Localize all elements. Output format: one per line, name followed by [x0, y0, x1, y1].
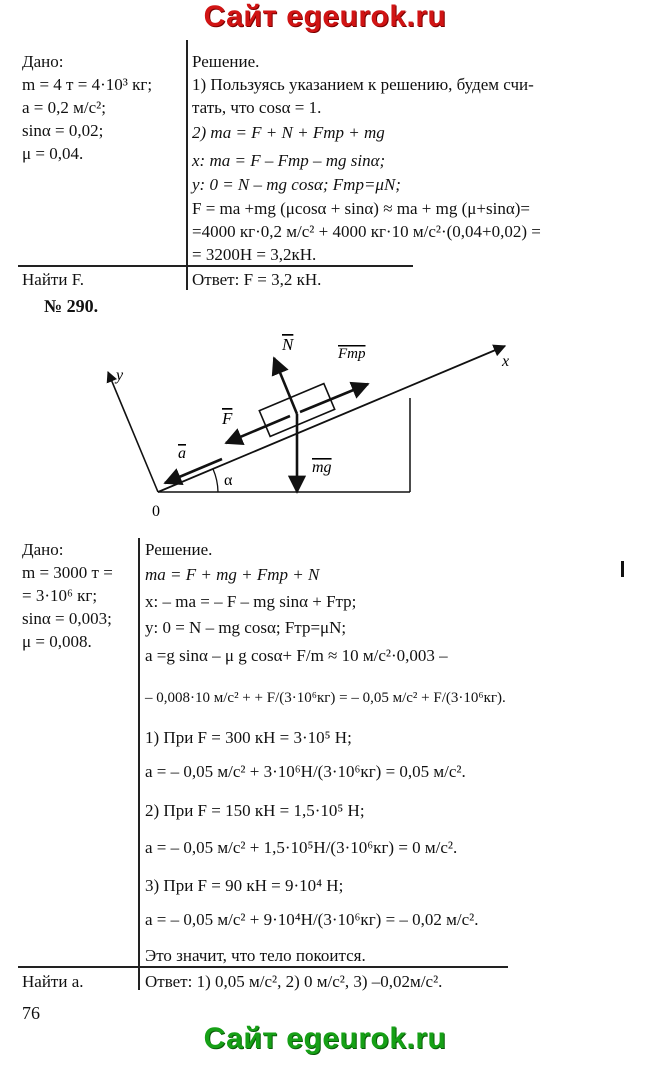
answer: Ответ: F = 3,2 кН.	[192, 270, 322, 289]
solution-line: 2) При F = 150 кН = 1,5·10⁵ Н;	[145, 801, 365, 820]
given-heading: Дано:	[22, 540, 64, 559]
solution-line: a =g sinα – μ g cosα+ F/m ≈ 10 м/с²·0,003 –	[145, 646, 448, 665]
label-x: x	[502, 353, 510, 370]
label-f: F	[222, 409, 233, 428]
given-line: m = 3000 т =	[22, 563, 113, 582]
solution-heading: Решение.	[192, 52, 260, 71]
problem2-find-rule	[18, 966, 508, 968]
solution-line: 2) ma = F + N + Fтр + mg	[192, 123, 385, 142]
solution-line: тать, что cosα = 1.	[192, 98, 322, 117]
given-line: μ = 0,008.	[22, 632, 92, 651]
solution-line: = 3200Н = 3,2кН.	[192, 245, 317, 264]
solution-line: 1) Пользуясь указанием к решению, будем счи-	[192, 75, 534, 94]
solution-line: F = ma +mg (μcosα + sinα) ≈ ma + mg (μ+sinα)=	[192, 199, 530, 218]
label-mg: mg	[312, 459, 332, 476]
solution-line: – 0,008·10 м/с² + + F/(3·10⁶кг) = – 0,05 м/с² + F/(3·10⁶кг).	[145, 690, 506, 706]
solution-heading: Решение.	[145, 540, 213, 559]
label-y: y	[116, 367, 124, 384]
label-n: N	[282, 335, 294, 354]
solution-line: Это значит, что тело покоится.	[145, 946, 366, 965]
given-line: = 3·10⁶ кг;	[22, 586, 98, 605]
label-origin: 0	[152, 503, 160, 520]
angle-arc	[213, 469, 218, 492]
watermark-top: Сайт egeurok.ru	[203, 0, 447, 33]
solution-line: 3) При F = 90 кН = 9·10⁴ Н;	[145, 876, 344, 895]
solution-line: y: 0 = N – mg cosα; Fтр=μN;	[145, 618, 347, 637]
given-line: sinα = 0,003;	[22, 609, 112, 628]
solution-line: y: 0 = N – mg cosα; Fтр=μN;	[192, 175, 401, 194]
find-label: Найти F.	[22, 270, 85, 289]
problem2-divider	[138, 538, 140, 990]
watermark-bottom: Сайт egeurok.ru	[203, 1022, 447, 1055]
force-diagram	[0, 320, 650, 520]
solution-line: 1) При F = 300 кН = 3·10⁵ Н;	[145, 728, 352, 747]
solution-line: ma = F + mg + Fтр + N	[145, 565, 320, 584]
problem1-divider	[186, 40, 188, 290]
problem1-find-rule	[18, 265, 413, 267]
solution-line: a = – 0,05 м/с² + 3·10⁶Н/(3·10⁶кг) = 0,05 м/с².	[145, 762, 466, 781]
label-alpha: α	[224, 472, 233, 489]
given-line: sinα = 0,02;	[22, 121, 104, 140]
given-line: m = 4 т = 4·10³ кг;	[22, 75, 153, 94]
solution-line: a = – 0,05 м/с² + 9·10⁴Н/(3·10⁶кг) = – 0,02 м/с².	[145, 910, 479, 929]
problem-number: № 290.	[44, 296, 99, 316]
solution-line: =4000 кг·0,2 м/с² + 4000 кг·10 м/с²·(0,04+0,02) =	[192, 222, 541, 241]
label-ftr: Fтр	[338, 346, 366, 362]
solution-line: x: ma = F – Fтр – mg sinα;	[192, 151, 386, 170]
given-line: μ = 0,04.	[22, 144, 84, 163]
solution-line: a = – 0,05 м/с² + 1,5·10⁵Н/(3·10⁶кг) = 0 м/с².	[145, 838, 458, 857]
force-n-arrow	[274, 358, 297, 414]
find-label: Найти a.	[22, 972, 84, 991]
print-mark	[621, 561, 624, 577]
solution-line: x: – ma = – F – mg sinα + Fтр;	[145, 592, 357, 611]
given-heading: Дано:	[22, 52, 64, 71]
force-f-arrow	[226, 416, 290, 443]
label-a: a	[178, 445, 186, 462]
answer: Ответ: 1) 0,05 м/с², 2) 0 м/с², 3) –0,02м/с².	[145, 972, 443, 991]
y-axis	[108, 372, 158, 492]
page-number: 76	[22, 1003, 40, 1023]
given-line: a = 0,2 м/с²;	[22, 98, 106, 117]
